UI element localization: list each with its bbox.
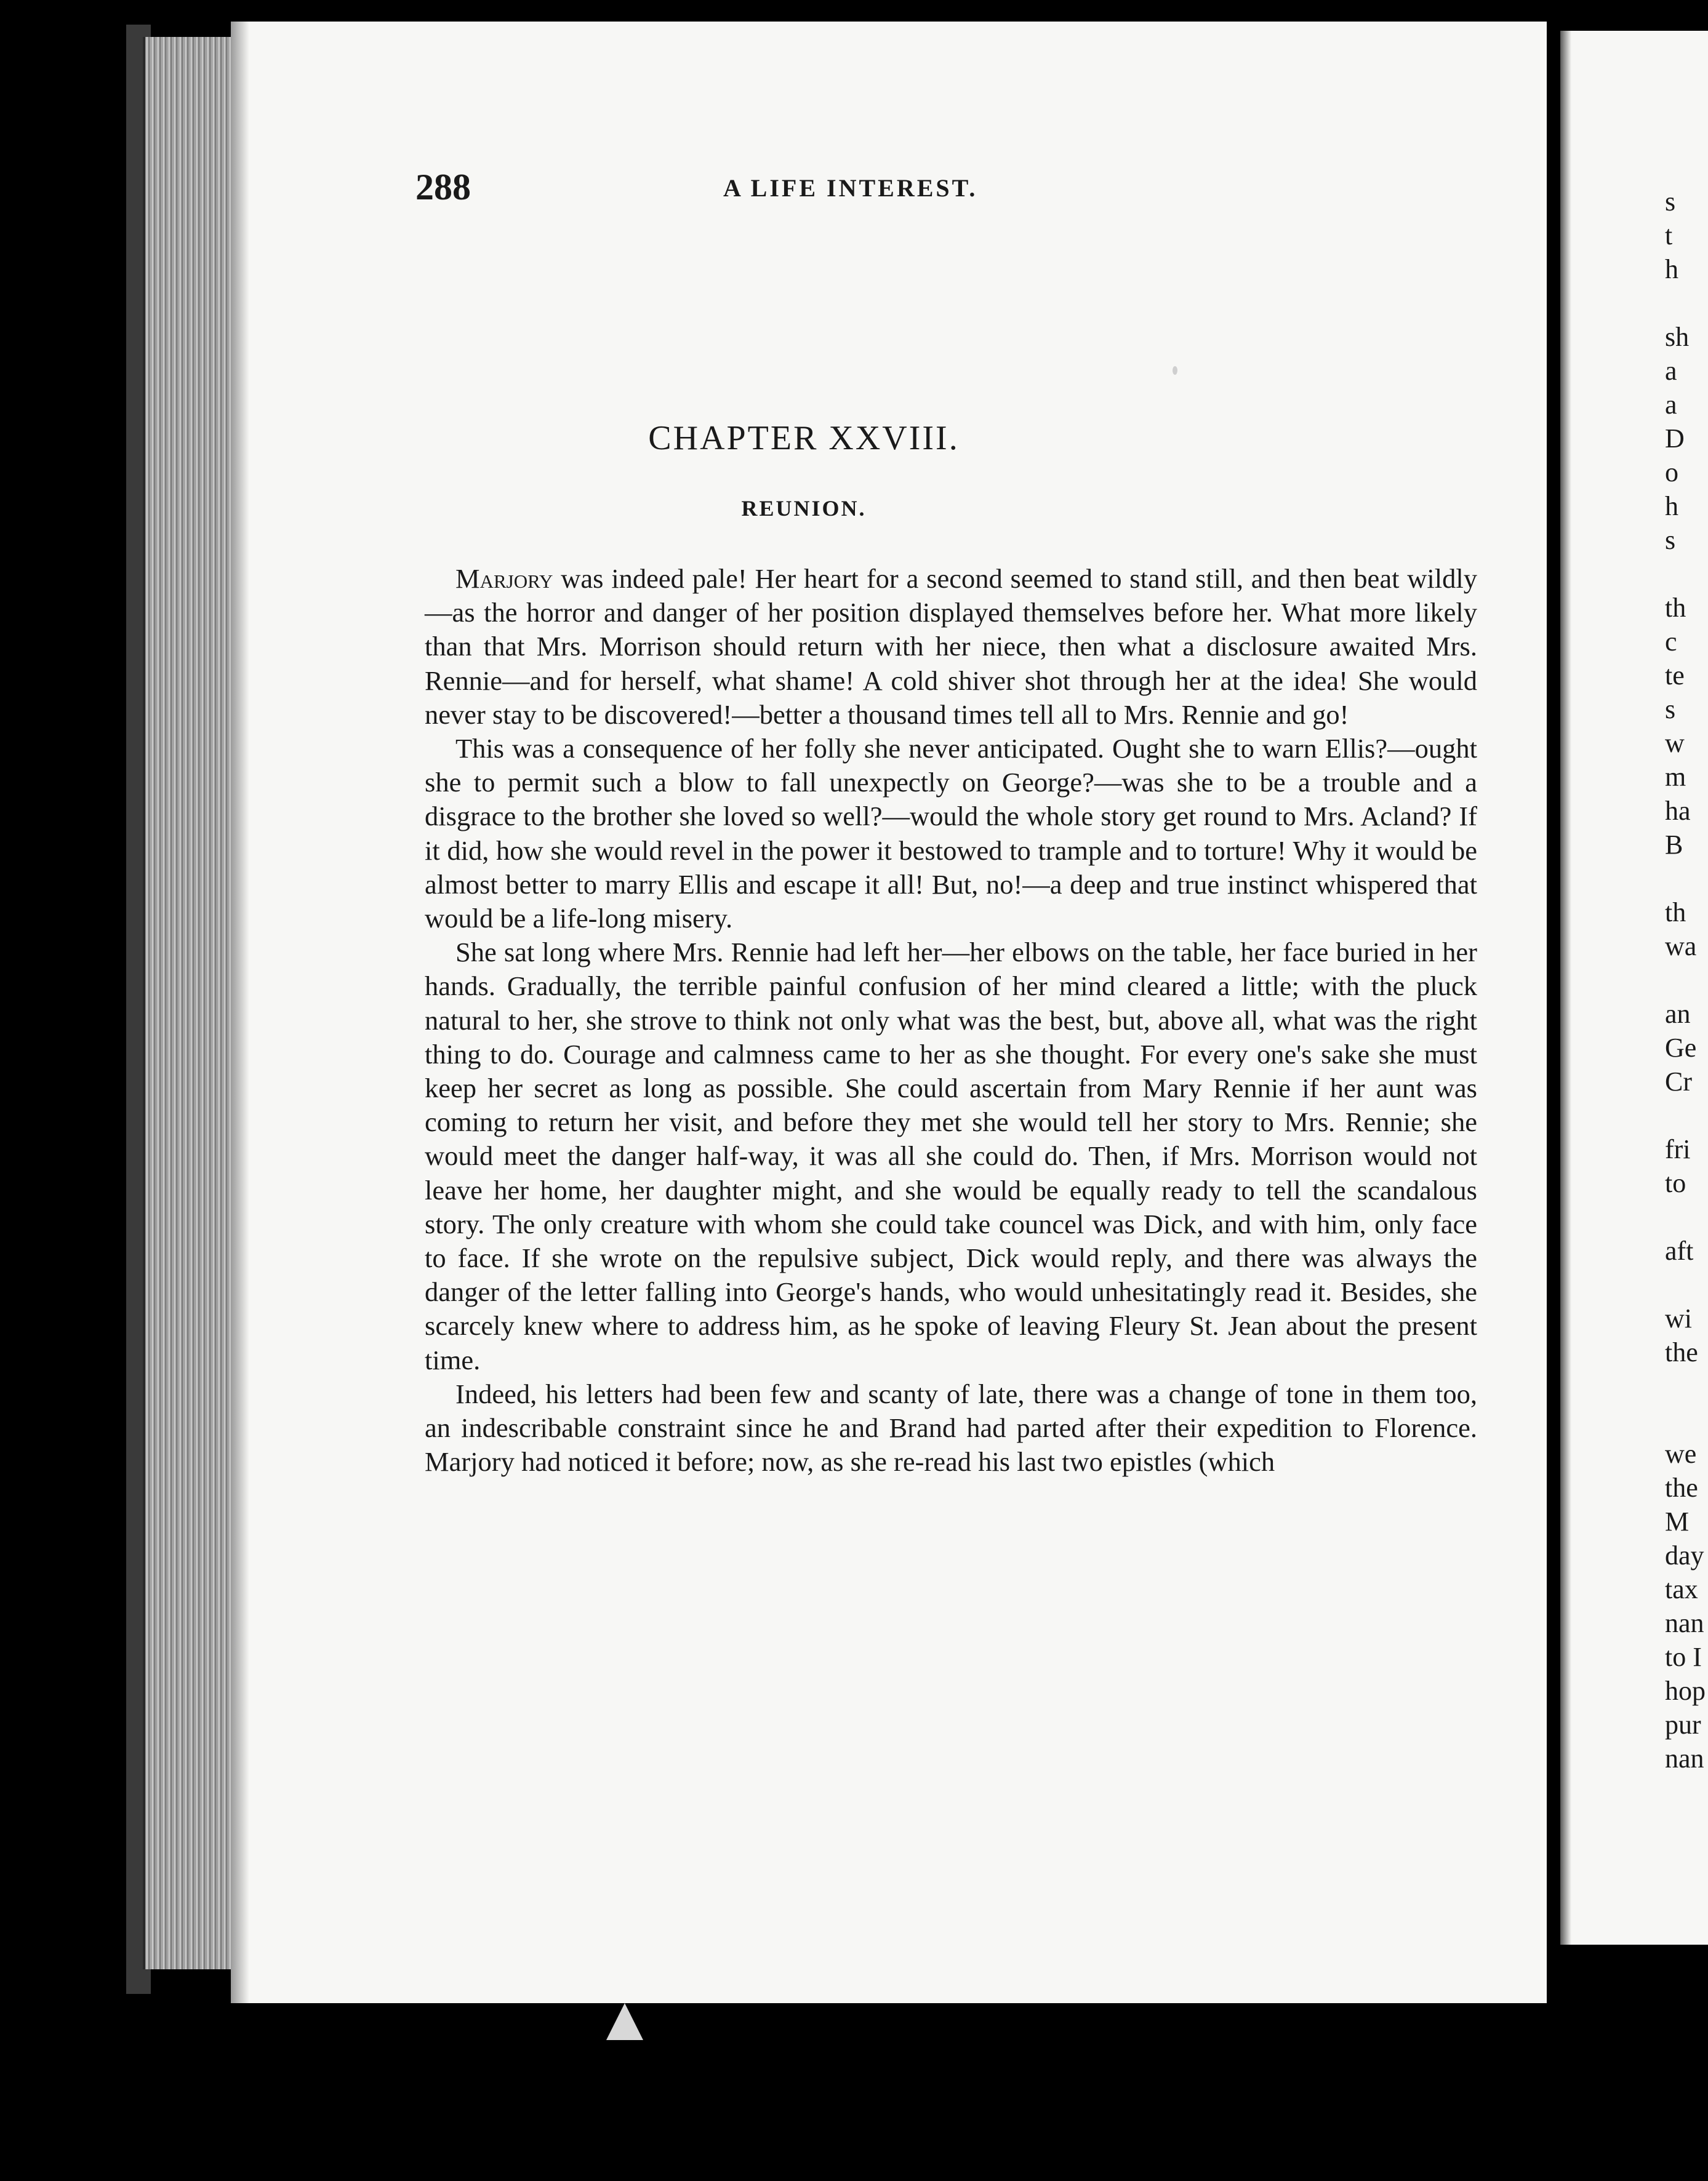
fragment-line: the <box>1665 1337 1698 1367</box>
fragment-line: s <box>1665 186 1676 217</box>
fragment-line: to I <box>1665 1642 1702 1672</box>
fragment-line: m <box>1665 762 1686 792</box>
fragment-line: tax <box>1665 1574 1698 1604</box>
fragment-line: s <box>1665 694 1676 724</box>
paragraph <box>425 935 1477 1377</box>
fragment-line: w <box>1665 728 1685 758</box>
fragment-line: an <box>1665 999 1691 1029</box>
paragraph-text: This was a consequence of her folly she never anticipated. Ought she to warn Ellis?—ought she to permit such a blow to fall unexpectly on George?—was she to be a trouble and a disgrace to the brother she loved so well?—would the whole story get round to Mrs. Acland? If it did, how she would revel in the power it bestowed to trample and to torture! Why it would be almost better to marry Ellis and escape it all! But, no!—a deep and true instinct whispered that would be a life-long misery. <box>425 733 1477 934</box>
chapter-subtitle: REUNION. <box>741 496 867 521</box>
fragment-line: wa <box>1665 931 1697 961</box>
paragraph-text: was indeed pale! Her heart for a second seemed to stand still, and then beat wildly—as the horror and danger of her position displayed themselves before her. What more likely than that Mrs. Morrison should return with her niece, then what a disclosure awaited Mrs. Rennie—and for herself, what shame! A cold shiver shot through her at the idea! She would never stay to be discovered!—better a thousand times tell all to Mrs. Rennie and go! <box>425 563 1477 730</box>
ink-speck <box>1173 366 1177 375</box>
body-text <box>425 562 1477 1479</box>
fragment-line: to <box>1665 1168 1686 1198</box>
fragment-line: fri <box>1665 1134 1691 1164</box>
paragraph-text: She sat long where Mrs. Rennie had left her—her elbows on the table, her face buried in her hands. Gradually, the terrible painful confusion of her mind cleared a little; with the pluck natural to her, she strove to think not only what was the best, but, above all, what was the right thing to do. Courage and calmness came to her as she thought. For every one's sake she must keep her secret as long as possible. She could ascertain from Mary Rennie if her aunt was coming to return her visit, and before they met she would tell her story to Mrs. Rennie; she would meet the danger half-way, it was all she could do. Then, if Mrs. Morrison would not leave her home, her daughter might, and she would be equally ready to tell the scandalous story. The only creature with whom she could take councel was Dick, and with him, only face to face. If she wrote on the repulsive subject, Dick would reply, and there was always the danger of the letter falling into George's hands, who would unhesitatingly read it. Besides, she scarcely knew where to address him, as he spoke of leaving Fleury St. Jean about the present time. <box>425 937 1477 1375</box>
fragment-line: the <box>1665 1473 1698 1503</box>
fragment-line: t <box>1665 220 1673 250</box>
fragment-line: wi <box>1665 1303 1692 1334</box>
right-page <box>1560 31 1708 1945</box>
fragment-line: a <box>1665 356 1677 386</box>
fragment-line: o <box>1665 457 1678 487</box>
fragment-line: nan <box>1665 1743 1704 1774</box>
paragraph-lead: Marjory <box>455 563 553 594</box>
fragment-line: M <box>1665 1507 1690 1537</box>
paragraph <box>425 1377 1477 1479</box>
page-edges <box>143 37 238 1969</box>
fragment-line: Ge <box>1665 1033 1697 1063</box>
fragment-line: a <box>1665 390 1677 420</box>
fragment-line: B <box>1665 830 1683 860</box>
fragment-line: hop <box>1665 1676 1706 1706</box>
paragraph <box>425 562 1477 732</box>
paragraph <box>425 732 1477 935</box>
fragment-line: sh <box>1665 322 1690 352</box>
running-head <box>415 166 1314 222</box>
fragment-line: nan <box>1665 1608 1704 1638</box>
fragment-line: D <box>1665 423 1685 454</box>
bottom-mark <box>606 2003 643 2040</box>
fragment-line: c <box>1665 626 1677 657</box>
fragment-line: te <box>1665 660 1685 690</box>
fragment-line: s <box>1665 525 1676 555</box>
running-title: A LIFE INTEREST. <box>723 174 978 202</box>
fragment-line: ha <box>1665 796 1691 826</box>
fragment-line: Cr <box>1665 1066 1692 1097</box>
fragment-line: we <box>1665 1439 1697 1469</box>
fragment-line: th <box>1665 897 1686 927</box>
left-page <box>231 22 1547 2003</box>
fragment-line: day <box>1665 1540 1704 1571</box>
fragment-line: h <box>1665 491 1678 521</box>
fragment-line: th <box>1665 593 1686 623</box>
fragment-line: aft <box>1665 1236 1694 1266</box>
chapter-title: CHAPTER XXVIII. <box>648 419 960 457</box>
fragment-line: pur <box>1665 1710 1701 1740</box>
fragment-line: h <box>1665 254 1678 284</box>
page-number: 288 <box>415 167 471 207</box>
paragraph-text: Indeed, his letters had been few and scanty of late, there was a change of tone in them too, an indescribable constraint since he and Brand had parted after their expedition to Florence. Marjory had noticed it before; now, as she re-read his last two epistles (which <box>425 1378 1477 1478</box>
